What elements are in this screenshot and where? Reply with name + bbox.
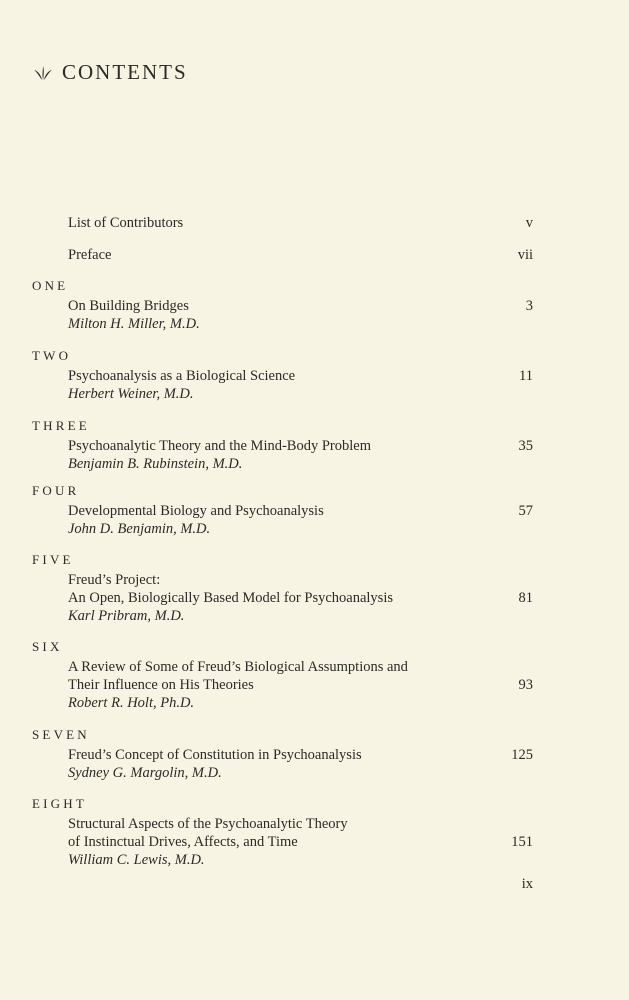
chapter-page: 11 bbox=[519, 368, 533, 384]
chapter-author: Karl Pribram, M.D. bbox=[68, 608, 185, 624]
chapter-number: FOUR bbox=[32, 483, 80, 498]
front-matter-entry bbox=[0, 246, 629, 264]
entry-page: v bbox=[525, 215, 533, 231]
chapter-number: SIX bbox=[32, 639, 63, 654]
chapter-number: THREE bbox=[32, 418, 90, 433]
chapter-author: Robert R. Holt, Ph.D. bbox=[68, 695, 195, 711]
chapter-author: William C. Lewis, M.D. bbox=[68, 852, 205, 868]
page-title bbox=[32, 60, 188, 85]
chapter-page: 81 bbox=[518, 590, 533, 606]
chapter-title: Their Influence on His Theories bbox=[68, 677, 254, 693]
chapter-page: 3 bbox=[525, 298, 533, 314]
chapter-title: of Instinctual Drives, Affects, and Time bbox=[68, 834, 298, 850]
chapter-title: An Open, Biologically Based Model for Psychoanalysis bbox=[68, 590, 393, 606]
page-title-text: CONTENTS bbox=[62, 60, 188, 84]
chapter-title: Psychoanalysis as a Biological Science bbox=[68, 368, 296, 384]
chapter-page: 125 bbox=[511, 747, 533, 763]
chapter-title: Psychoanalytic Theory and the Mind-Body Problem bbox=[68, 438, 371, 454]
chapter-title: A Review of Some of Freud’s Biological Assumptions and bbox=[68, 659, 408, 675]
chapter-title: Freud’s Concept of Constitution in Psychoanalysis bbox=[68, 747, 362, 763]
chapter-title: Structural Aspects of the Psychoanalytic Theory bbox=[68, 816, 348, 832]
chapter-number: SEVEN bbox=[32, 727, 90, 742]
chapter-author: Sydney G. Margolin, M.D. bbox=[68, 765, 222, 781]
chapter-author: Benjamin B. Rubinstein, M.D. bbox=[68, 456, 243, 472]
entry-title: List of Contributors bbox=[68, 215, 184, 231]
chapter-number: EIGHT bbox=[32, 796, 87, 811]
chapter-author: John D. Benjamin, M.D. bbox=[68, 521, 211, 537]
chapter-author: Herbert Weiner, M.D. bbox=[68, 386, 194, 402]
entry-title: Preface bbox=[68, 247, 112, 263]
chapter-title: Freud’s Project: bbox=[68, 572, 161, 588]
chapter-title: Developmental Biology and Psychoanalysis bbox=[68, 503, 324, 519]
chapter-page: 93 bbox=[518, 677, 533, 693]
front-matter-entry bbox=[0, 214, 629, 232]
chapter-author: Milton H. Miller, M.D. bbox=[68, 316, 200, 332]
chapter-page: 35 bbox=[518, 438, 533, 454]
entry-page: vii bbox=[517, 247, 533, 263]
chapter-number: ONE bbox=[32, 278, 69, 293]
chapter-title: On Building Bridges bbox=[68, 298, 189, 314]
chapter-number: FIVE bbox=[32, 552, 74, 567]
leaf-ornament-icon bbox=[32, 65, 54, 81]
page-folio: ix bbox=[521, 876, 533, 892]
chapter-number: TWO bbox=[32, 348, 72, 363]
chapter-page: 151 bbox=[511, 834, 533, 850]
chapter-page: 57 bbox=[518, 503, 533, 519]
